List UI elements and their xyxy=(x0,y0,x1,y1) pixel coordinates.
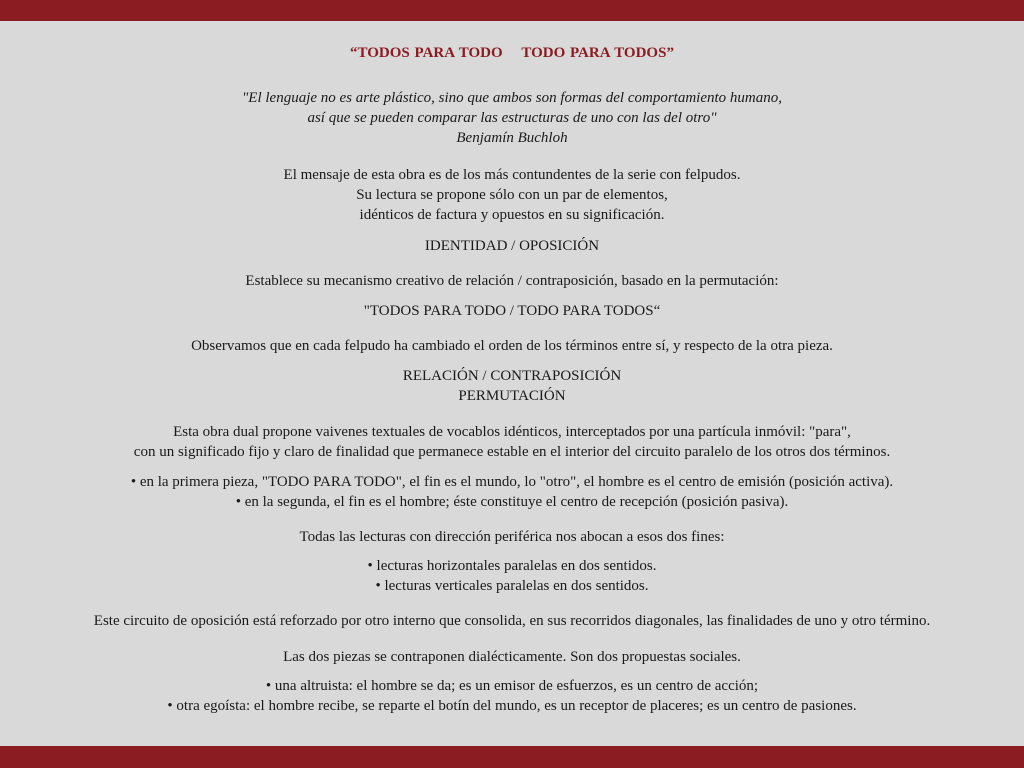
mechanism-text: Establece su mecanismo creativo de relación / contraposición, basado en la permutación: xyxy=(245,273,779,289)
intro-line-3: idénticos de factura y opuestos en su significación. xyxy=(359,207,665,223)
readings-text: Todas las lecturas con dirección periférica nos abocan a esos dos fines: xyxy=(299,529,725,545)
intro-line-2: Su lectura se propone sólo con un par de elementos, xyxy=(356,187,668,203)
circuit-text: Este circuito de oposición está reforzado por otro interno que consolida, en sus recorridos diagonales, las finalidades de uno y otro término. xyxy=(93,613,931,629)
phrase-text: "TODOS PARA TODO / TODO PARA TODOS“ xyxy=(363,303,661,319)
relation-heading: RELACIÓN / CONTRAPOSICIÓN xyxy=(402,368,622,384)
bullet-first-piece: • en la primera pieza, "TODO PARA TODO", el fin es el mundo, lo "otro", el hombre es el centro de emisión (posición activa). xyxy=(130,474,894,490)
reading-vertical: • lecturas verticales paralelas en dos sentidos. xyxy=(375,578,649,594)
quote-line-1: "El lenguaje no es arte plástico, sino que ambos son formas del comportamiento humano, xyxy=(241,90,782,106)
reading-horizontal: • lecturas horizontales paralelas en dos sentidos. xyxy=(367,558,657,574)
top-accent-bar xyxy=(0,0,1024,21)
permutation-heading: PERMUTACIÓN xyxy=(458,388,566,404)
slide-content xyxy=(0,21,1024,746)
social-egoist: • otra egoísta: el hombre recibe, se reparte el botín del mundo, es un receptor de placeres; es un centro de pasiones. xyxy=(167,698,857,714)
observation-text: Observamos que en cada felpudo ha cambiado el orden de los términos entre sí, y respecto de la otra pieza. xyxy=(191,338,833,354)
quote-line-2: así que se pueden comparar las estructuras de uno con las del otro" xyxy=(307,110,717,126)
page-title: “TODOS PARA TODO TODO PARA TODOS” xyxy=(350,45,674,61)
bottom-accent-bar xyxy=(0,746,1024,768)
dual-line-1: Esta obra dual propone vaivenes textuales de vocablos idénticos, interceptados por una partícula inmóvil: "para", xyxy=(173,424,851,440)
quote-author: Benjamín Buchloh xyxy=(456,130,568,146)
bullet-second-piece: • en la segunda, el fin es el hombre; éste constituye el centro de recepción (posición pasiva). xyxy=(235,494,789,510)
intro-line-1: El mensaje de esta obra es de los más contundentes de la serie con felpudos. xyxy=(283,167,741,183)
dual-line-2: con un significado fijo y claro de finalidad que permanece estable en el interior del circuito paralelo de los otros dos términos. xyxy=(133,444,891,460)
pieces-text: Las dos piezas se contraponen dialécticamente. Son dos propuestas sociales. xyxy=(283,649,741,665)
identity-heading: IDENTIDAD / OPOSICIÓN xyxy=(424,238,600,254)
social-altruist: • una altruista: el hombre se da; es un emisor de esfuerzos, es un centro de acción; xyxy=(265,678,759,694)
